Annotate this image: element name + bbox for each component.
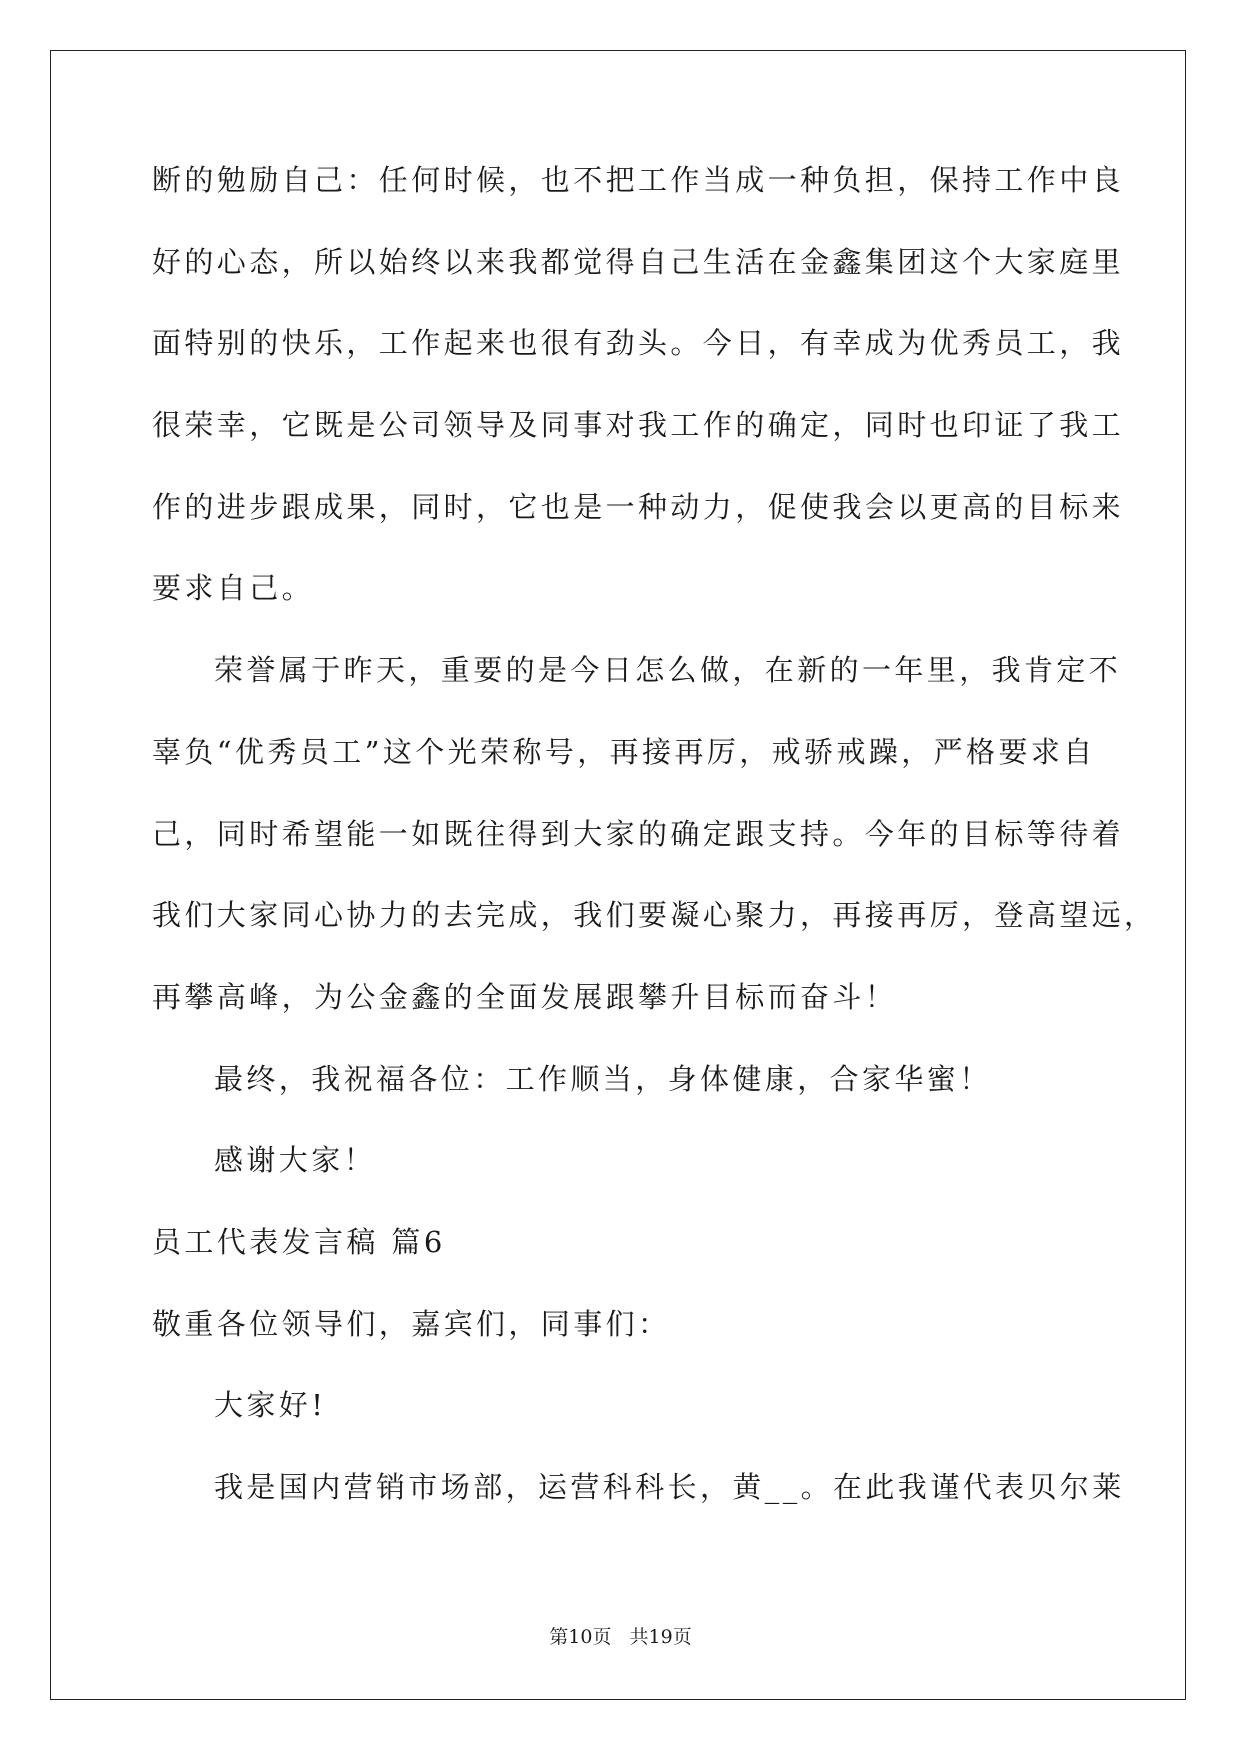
- page-total: 共19页: [629, 1626, 692, 1648]
- paragraph-line: 作的进步跟成果，同时，它也是一种动力，促使我会以更高的目标来: [152, 489, 1125, 524]
- paragraph-line: 再攀高峰，为公金鑫的全面发展跟攀升目标而奋斗！: [152, 979, 898, 1014]
- paragraph-line: 面特别的快乐，工作起来也很有劲头。今日，有幸成为优秀员工，我: [152, 326, 1125, 361]
- page-number: 第10页: [549, 1626, 612, 1648]
- closing-thanks: 感谢大家！: [214, 1143, 377, 1178]
- paragraph-line: 断的勉励自己：任何时候，也不把工作当成一种负担，保持工作中良: [152, 163, 1125, 197]
- section-heading: 员工代表发言稿 篇6: [152, 1224, 446, 1259]
- paragraph-line: 我们大家同心协力的去完成，我们要凝心聚力，再接再厉，登高望远，: [152, 898, 1157, 933]
- paragraph-line: 我是国内营销市场部，运营科科长，黄__。在此我谨代表贝尔莱: [214, 1470, 1125, 1504]
- paragraph-line: 好的心态，所以始终以来我都觉得自己生活在金鑫集团这个大家庭里: [152, 244, 1125, 279]
- greeting: 大家好!: [214, 1388, 327, 1423]
- closing-wish: 最终，我祝福各位：工作顺当，身体健康，合家华蜜！: [214, 1061, 992, 1096]
- salutation: 敬重各位领导们，嘉宾们，同事们：: [152, 1306, 671, 1341]
- paragraph-line: 要求自己。: [152, 571, 315, 606]
- document-body: [152, 160, 1157, 1549]
- page-footer: [0, 1625, 1241, 1649]
- paragraph-line: 己，同时希望能一如既往得到大家的确定跟支持。今年的目标等待着: [152, 816, 1125, 851]
- paragraph-line: 很荣幸，它既是公司领导及同事对我工作的确定，同时也印证了我工: [152, 408, 1125, 443]
- paragraph-line: 辜负“优秀员工”这个光荣称号，再接再厉，戒骄戒躁，严格要求自: [152, 734, 1096, 769]
- paragraph-line: 荣誉属于昨天，重要的是今日怎么做，在新的一年里，我肯定不: [214, 653, 1122, 688]
